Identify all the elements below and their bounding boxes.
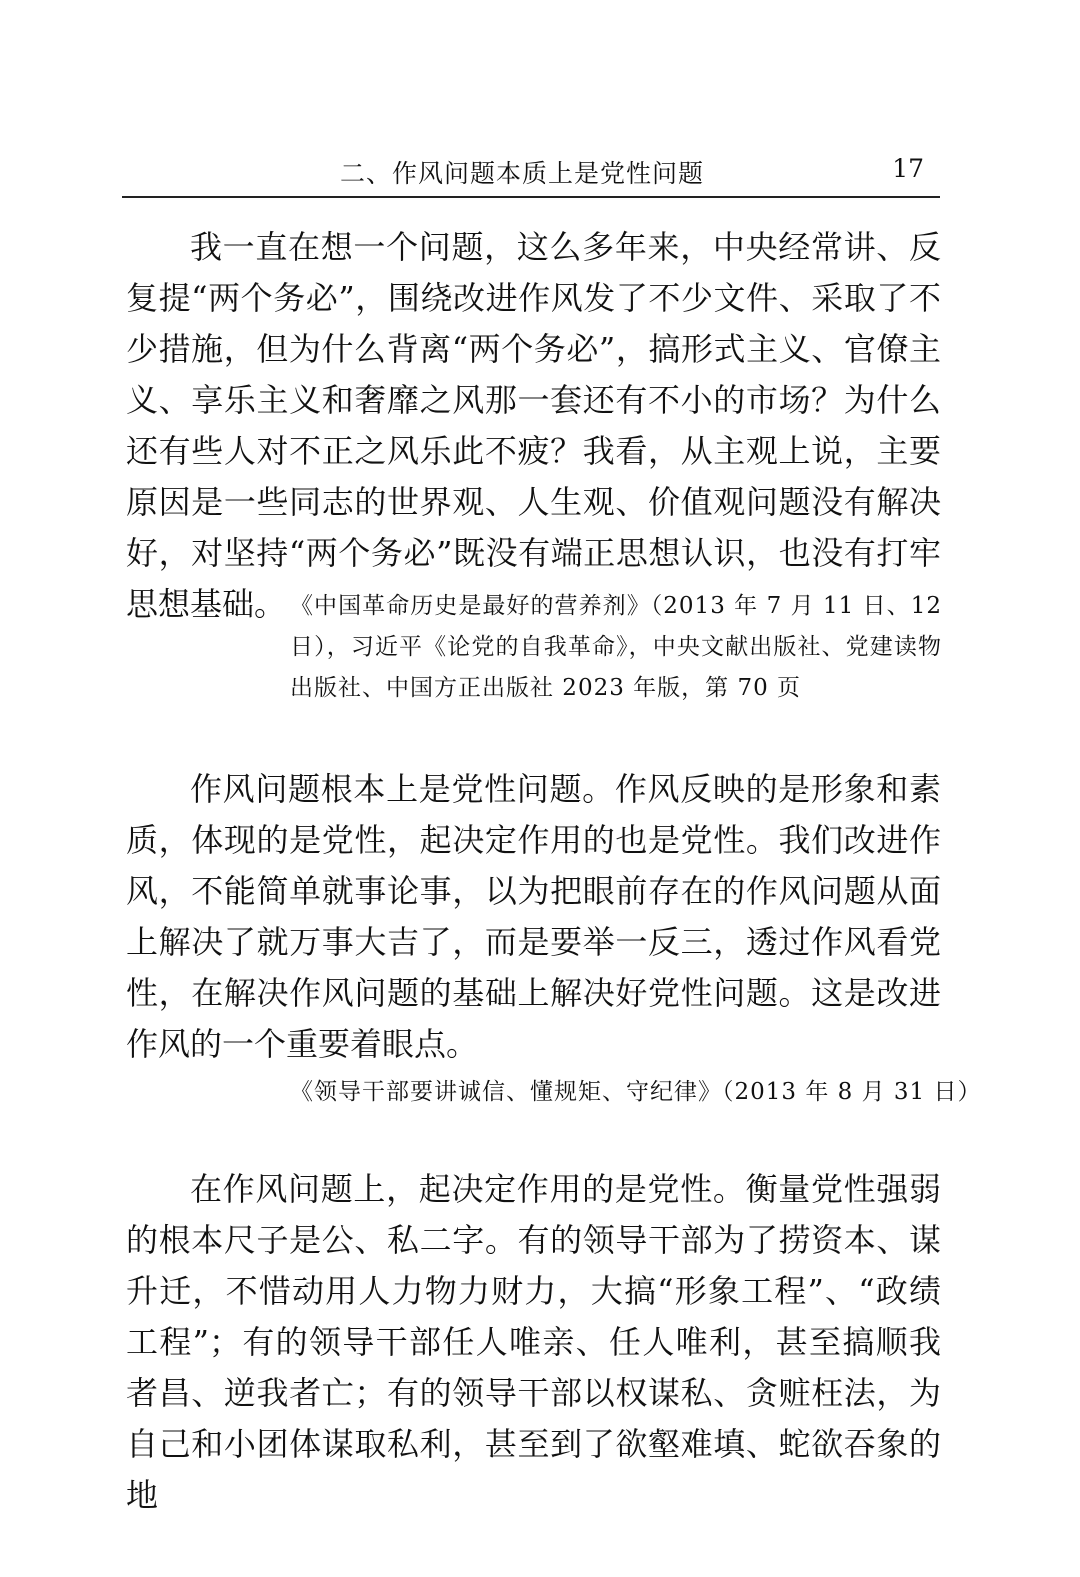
paragraph-3: 在作风问题上，起决定作用的是党性。衡量党性强弱的根本尺子是公、私二字。有的领导干部为了捞资本、谋升迁，不惜动用人力物力财力，大搞“形象工程”、“政绩工程”；有的领导干部任人唯亲、任人唯利，甚至搞顺我者昌、逆我者亡；有的领导干部以权谋私、贪赃枉法，为自己和小团体谋取私利，甚至到了欲壑难填、蛇欲吞象的地 (126, 1170, 941, 1514)
paragraph-2: 作风问题根本上是党性问题。作风反映的是形象和素质，体现的是党性，起决定作用的也是党性。我们改进作风，不能简单就事论事，以为把眼前存在的作风问题从面上解决了就万事大吉了，而是要举一反三，透过作风看党性，在解决作风问题的基础上解决好党性问题。这是改进作风的一个重要着眼点。 (126, 770, 941, 1063)
running-header (122, 148, 940, 198)
citation-2: 《领导干部要讲诚信、懂规矩、守纪律》（2013 年 8 月 31 日） (290, 1079, 982, 1105)
page-number: 17 (892, 154, 924, 183)
citation-1: 《中国革命历史是最好的营养剂》（2013 年 7 月 11 日、12 日），习近平《论党的自我革命》，中央文献出版社、党建读物出版社、中国方正出版社 2023 年版，第 70 页 (290, 593, 942, 701)
header-title: 二、作风问题本质上是党性问题 (340, 159, 705, 188)
paragraph-1: 我一直在想一个问题，这么多年来，中央经常讲、反复提“两个务必”，围绕改进作风发了不少文件、采取了不少措施，但为什么背离“两个务必”，搞形式主义、官僚主义、享乐主义和奢靡之风那一套还有不小的市场？为什么还有些人对不正之风乐此不疲？我看，从主观上说，主要原因是一些同志的世界观、人生观、价值观问题没有解决好，对坚持“两个务必”既没有端正思想认识，也没有打牢思想基础。 (126, 228, 941, 623)
